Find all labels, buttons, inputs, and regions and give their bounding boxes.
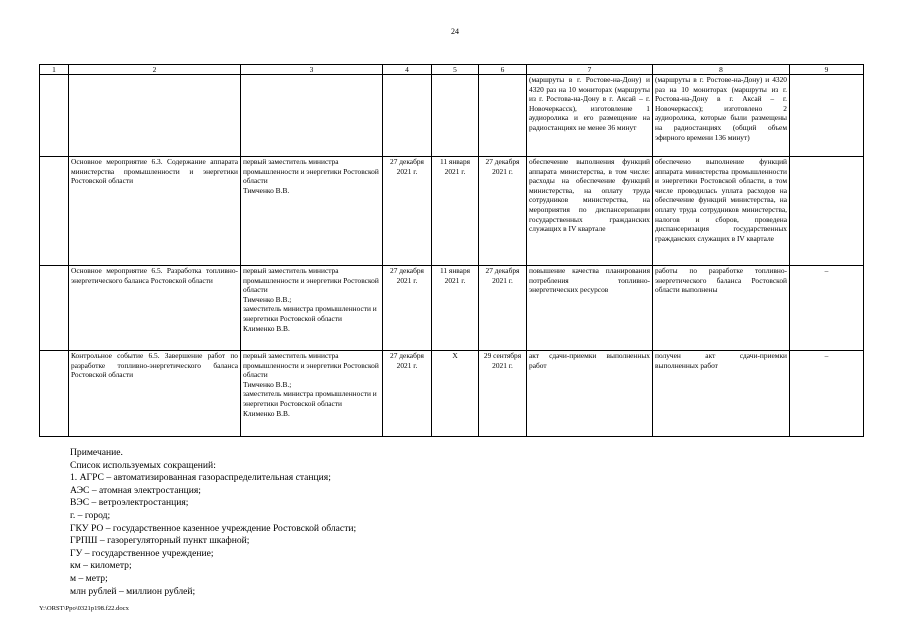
report-table (39, 64, 864, 437)
col-header-7: 7 (527, 65, 653, 75)
cell-number (40, 75, 69, 157)
abbreviation-item: ГКУ РО – государственное казенное учреждение Ростовской области; (70, 522, 357, 534)
footer-file-path: Y:\ORST\Ppo\0321p198.f22.docx (39, 605, 129, 612)
cell-planned-result: (маршруты в г. Ростове-на-Дону) и 4320 раз на 10 мониторах (маршруты из г. Ростова-на-Дону в г. Аксай – г. Новочеркасск), изготовление 1 аудиоролика и его размещение на радиостанциях не менее 36 минут (527, 75, 653, 157)
abbreviation-item: ГРПШ – газорегуляторный пункт шкафной; (70, 535, 250, 547)
cell-actual-end: 29 сентября 2021 г. (479, 351, 527, 437)
cell-actual-start: 11 января 2021 г. (432, 157, 479, 266)
table-row (40, 75, 864, 157)
cell-actual-result: (маршруты в г. Ростове-на-Дону) и 4320 раз на 10 мониторах (маршруты из г. Ростова-на-Дону в г. Аксай – г. Новочеркасск); изготовлено 2 аудиоролика, которые были размещены на радиостанциях (общий объем эфирного времени 136 минут) (653, 75, 790, 157)
table-row (40, 266, 864, 351)
notes-section (70, 447, 850, 598)
cell-reasons: – (790, 266, 864, 351)
cell-activity: Основное мероприятие 6.5. Разработка топливно-энергетического баланса Ростовской области (69, 266, 241, 351)
col-header-9: 9 (790, 65, 864, 75)
abbreviation-item: млн рублей – миллион рублей; (70, 585, 196, 597)
cell-actual-result: получен акт сдачи-приемки выполненных работ (653, 351, 790, 437)
abbreviation-item: АЭС – атомная электростанция; (70, 484, 201, 496)
cell-planned-end: 27 декабря 2021 г. (383, 266, 432, 351)
cell-responsible (241, 75, 383, 157)
table-row (40, 351, 864, 437)
cell-actual-start (432, 75, 479, 157)
cell-responsible: первый заместитель министра промышленности и энергетики Ростовской области Тимченко В.В.; заместитель министра промышленности и энергетики Ростовской области Клименко В.В. (241, 266, 383, 351)
cell-responsible: первый заместитель министра промышленности и энергетики Ростовской области Тимченко В.В.; заместитель министра промышленности и энергетики Ростовской области Клименко В.В. (241, 351, 383, 437)
cell-activity: Контрольное событие 6.5. Завершение работ по разработке топливно-энергетического баланса Ростовской области (69, 351, 241, 437)
col-header-8: 8 (653, 65, 790, 75)
col-header-6: 6 (479, 65, 527, 75)
cell-actual-end: 27 декабря 2021 г. (479, 157, 527, 266)
cell-number (40, 157, 69, 266)
table-header-row (40, 65, 864, 75)
cell-responsible: первый заместитель министра промышленности и энергетики Ростовской области Тимченко В.В. (241, 157, 383, 266)
cell-planned-result: обеспечение выполнения функций аппарата министерства, в том числе: расходы на обеспечение функций министерства, на оплату труда сотрудников министерства, на мероприятия по диспансеризации государственных гражданских служащих в IV квартале (527, 157, 653, 266)
cell-reasons (790, 75, 864, 157)
abbreviation-item: ВЭС – ветроэлектростанция; (70, 497, 189, 509)
page-number: 24 (451, 27, 459, 36)
col-header-3: 3 (241, 65, 383, 75)
cell-actual-result: обеспечено выполнение функций аппарата министерства промышленности и энергетики Ростовской области, в том числе проводилась уплата расходов на обеспечение функций министерства, на оплату труда сотрудников министерства, налогов и сборов, проведена диспансеризация государственных гражданских служащих в IV квартале (653, 157, 790, 266)
cell-number (40, 266, 69, 351)
abbreviation-item: км – километр; (70, 560, 132, 572)
notes-title: Примечание. (70, 447, 123, 458)
cell-planned-result: повышение качества планирования потребления топливно-энергетических ресурсов (527, 266, 653, 351)
col-header-5: 5 (432, 65, 479, 75)
cell-actual-start: 11 января 2021 г. (432, 266, 479, 351)
cell-number (40, 351, 69, 437)
cell-actual-end (479, 75, 527, 157)
col-header-1: 1 (40, 65, 69, 75)
cell-activity: Основное мероприятие 6.3. Содержание аппарата министерства промышленности и энергетики Ростовской области (69, 157, 241, 266)
cell-actual-start: X (432, 351, 479, 437)
abbreviation-item: ГУ – государственное учреждение; (70, 547, 214, 559)
cell-reasons: – (790, 351, 864, 437)
notes-subtitle: Список используемых сокращений: (70, 459, 216, 471)
abbreviation-item: 1. АГРС – автоматизированная газораспределительная станция; (70, 472, 331, 484)
abbreviation-item: м – метр; (70, 572, 108, 584)
cell-activity (69, 75, 241, 157)
cell-planned-end: 27 декабря 2021 г. (383, 351, 432, 437)
cell-actual-result: работы по разработке топливно-энергетического баланса Ростовской области выполнены (653, 266, 790, 351)
abbreviation-item: г. – город; (70, 509, 111, 521)
table-row (40, 157, 864, 266)
cell-planned-end: 27 декабря 2021 г. (383, 157, 432, 266)
cell-planned-end (383, 75, 432, 157)
cell-reasons (790, 157, 864, 266)
col-header-2: 2 (69, 65, 241, 75)
col-header-4: 4 (383, 65, 432, 75)
cell-actual-end: 27 декабря 2021 г. (479, 266, 527, 351)
cell-planned-result: акт сдачи-приемки выполненных работ (527, 351, 653, 437)
